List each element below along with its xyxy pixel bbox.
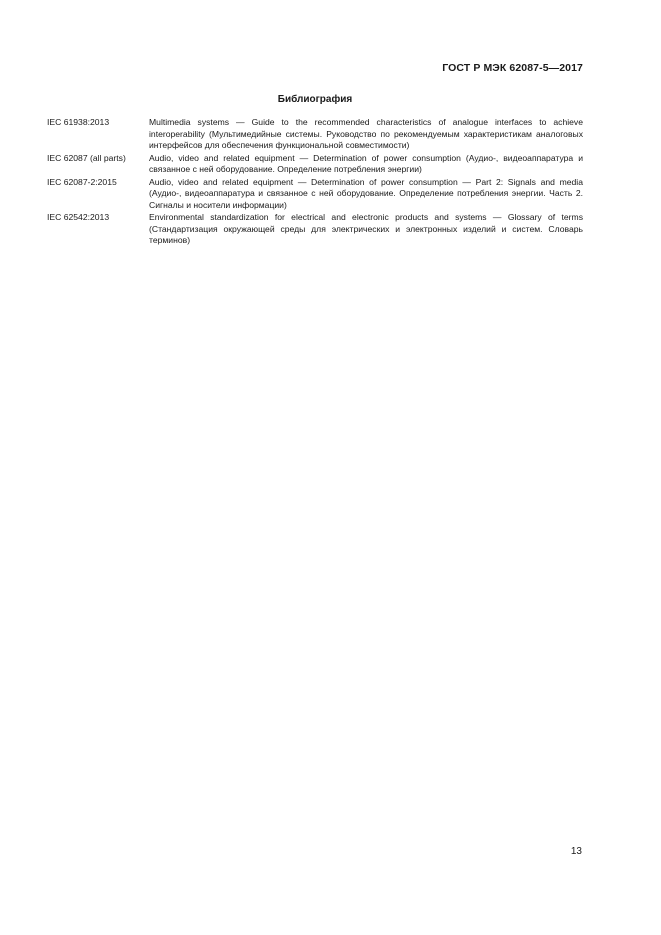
reference-code: IEC 62087-2:2015 bbox=[47, 176, 117, 187]
bibliography-entry bbox=[47, 117, 583, 152]
page-number: 13 bbox=[570, 846, 582, 857]
reference-code: IEC 61938:2013 bbox=[47, 117, 110, 127]
bibliography-entry bbox=[47, 153, 583, 176]
reference-code: IEC 62542:2013 bbox=[47, 212, 110, 222]
bibliography-entry bbox=[47, 177, 583, 212]
reference-title: Environmental standardization for electrical and electronic products and systems — Glossary of terms (Стандартизация окружающей среды для электрических и электронных изделий и систем. Словарь терминов) bbox=[149, 212, 583, 245]
reference-title: Audio, video and related equipment — Determination of power consumption (Аудио-, видеоаппаратура и связанное с ней оборудование. Определение потребления энергии) bbox=[149, 152, 583, 174]
reference-title: Audio, video and related equipment — Determination of power consumption — Part 2: Signals and media (Аудио-, видеоаппаратура и связанное с ней оборудование. Определение потребления энергии. Часть 2. Сигналы и носители информации) bbox=[149, 176, 583, 210]
reference-code: IEC 62087 (all parts) bbox=[47, 152, 126, 163]
bibliography-list bbox=[47, 117, 583, 248]
bibliography-entry bbox=[47, 212, 583, 247]
standard-designation: ГОСТ Р МЭК 62087-5—2017 bbox=[442, 62, 583, 74]
section-title: Библиография bbox=[277, 94, 353, 105]
reference-title: Multimedia systems — Guide to the recommended characteristics of analogue interfaces to achieve interoperability (Мультимедийные системы. Руководство по рекомендуемым характеристикам аналоговых интерфейсов для обеспечения функциональной совместимости) bbox=[149, 117, 583, 150]
